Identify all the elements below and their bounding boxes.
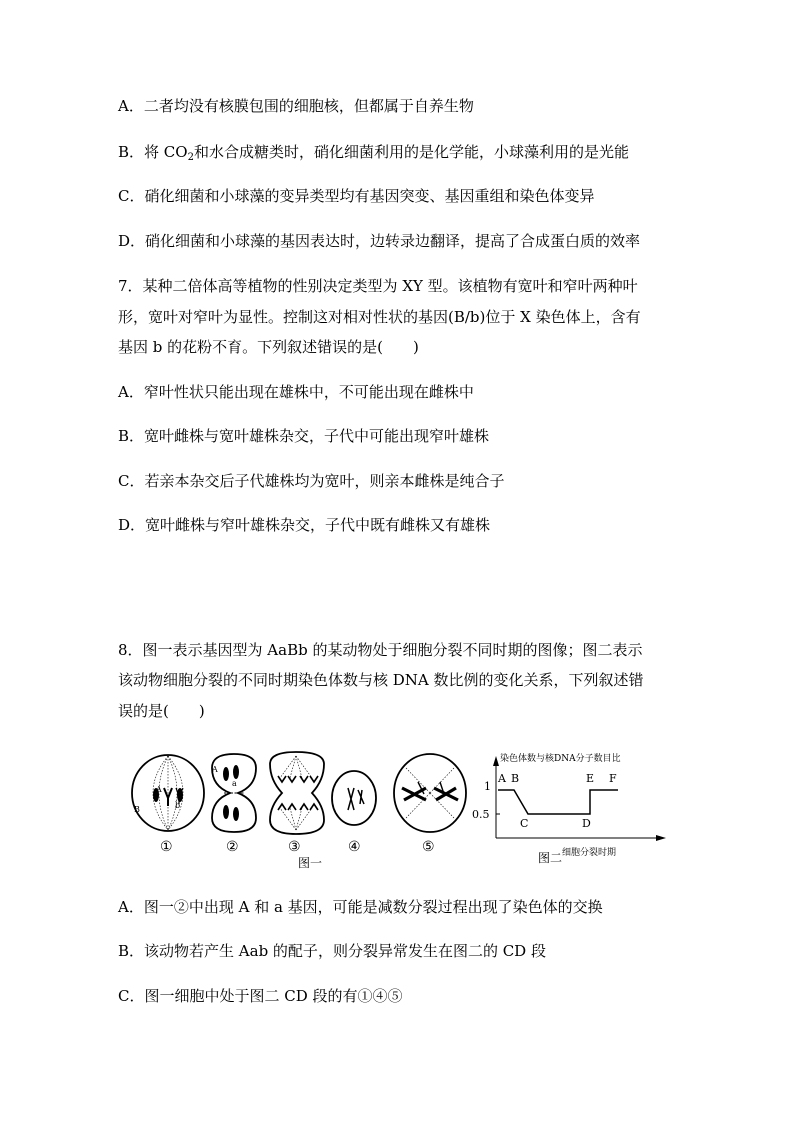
cell2-gene-a-lower: a: [232, 779, 237, 788]
chart-ylabel: 染色体数与核DNA分子数目比: [500, 754, 621, 764]
cell-4: [332, 771, 376, 825]
chart-point-f: F: [609, 772, 617, 785]
chart-y-arrow: [493, 756, 499, 766]
q6-option-b-sub: 2: [187, 152, 194, 163]
chart-point-c: C: [520, 817, 529, 830]
q7-option-d: D．宽叶雌株与窄叶雄株杂交，子代中既有雌株又有雄株: [118, 516, 491, 534]
q7-option-b: B．宽叶雌株与宽叶雄株杂交，子代中可能出现窄叶雄株: [118, 427, 490, 445]
figure2-caption: 图二: [538, 851, 563, 865]
cell1-gene-a: A: [156, 785, 162, 794]
chart-series-line: [498, 790, 618, 814]
chart-xlabel: 细胞分裂时期: [562, 848, 617, 858]
chart-ytick-0-5: 0.5: [472, 808, 490, 821]
cell2-gene-a-upper: A: [212, 765, 218, 774]
q8-option-c: C．图一细胞中处于图二 CD 段的有①④⑤: [118, 987, 403, 1005]
cell1-gene-b-upper: B: [134, 805, 140, 814]
q8-option-a: A．图一②中出现 A 和 a 基因，可能是减数分裂过程出现了染色体的交换: [118, 898, 603, 916]
chart-ytick-1: 1: [484, 780, 491, 793]
cell-label-5: ⑤: [422, 839, 435, 855]
q6-option-d: D．硝化细菌和小球藻的基因表达时，边转录边翻译，提高了合成蛋白质的效率: [118, 232, 641, 250]
chart-point-b: B: [511, 772, 520, 785]
chart-point-e: E: [586, 772, 595, 785]
q7-option-a: A．窄叶性状只能出现在雄株中，不可能出现在雌株中: [118, 383, 474, 401]
q6-option-a: A．二者均没有核膜包围的细胞核，但都属于自养生物: [118, 97, 474, 115]
figure1-caption: 图一: [298, 856, 323, 870]
q7-stem-line-1: 7．某种二倍体高等植物的性别决定类型为 XY 型。该植物有宽叶和窄叶两种叶: [118, 277, 638, 295]
q6-option-b-post: 和水合成糖类时，硝化细菌利用的是化学能，小球藻利用的是光能: [193, 143, 629, 161]
q8-stem-line-2: 该动物细胞分裂的不同时期染色体数与核 DNA 数比例的变化关系，下列叙述错: [118, 671, 644, 689]
q7-option-c: C．若亲本杂交后子代雄株均为宽叶，则亲本雌株是纯合子: [118, 472, 505, 490]
figure-cell-division: [128, 748, 668, 873]
q8-option-b: B．该动物若产生 Aab 的配子，则分裂异常发生在图二的 CD 段: [118, 942, 546, 960]
cell-label-2: ②: [226, 839, 239, 855]
chart-point-a: A: [498, 772, 506, 785]
q6-option-c: C．硝化细菌和小球藻的变异类型均有基因突变、基因重组和染色体变异: [118, 187, 595, 205]
q8-stem-line-3: 误的是( ): [118, 702, 205, 720]
cell-label-4: ④: [348, 839, 361, 855]
cell1-gene-b-lower: b: [175, 801, 181, 810]
cell-5: [394, 754, 466, 832]
figure2-chart: [472, 752, 666, 865]
cell-label-3: ③: [288, 839, 301, 855]
q6-option-b: [118, 142, 629, 168]
cell-2: [212, 754, 256, 832]
chart-x-arrow: [656, 835, 666, 841]
chart-point-d: D: [582, 817, 591, 830]
q6-option-b-pre: B．将 CO: [118, 143, 188, 161]
cell-label-1: ①: [160, 839, 173, 855]
q7-stem-line-2: 形，宽叶对窄叶为显性。控制这对相对性状的基因(B/b)位于 X 染色体上，含有: [118, 308, 641, 326]
q7-stem-line-3: 基因 b 的花粉不育。下列叙述错误的是( ): [118, 338, 419, 356]
q8-stem-line-1: 8．图一表示基因型为 AaBb 的某动物处于细胞分裂不同时期的图像；图二表示: [118, 641, 643, 659]
cell-1: [132, 755, 204, 831]
cell-3: [270, 752, 324, 834]
